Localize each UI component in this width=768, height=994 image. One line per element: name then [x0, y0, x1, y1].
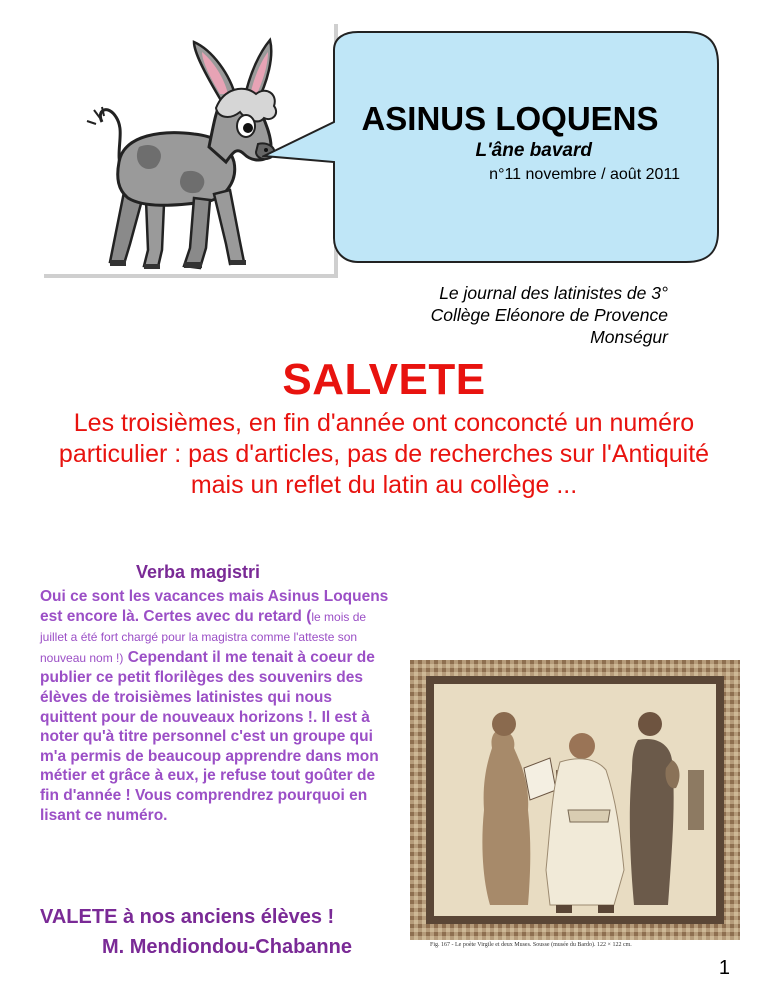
page-number: 1 [718, 957, 730, 979]
donkey-illustration [44, 22, 294, 272]
journal-info [300, 282, 668, 348]
journal-line-town: Monségur [590, 327, 668, 347]
salvete-heading: SALVETE [282, 355, 486, 404]
image-caption: Fig. 167 - Le poète Virgile et deux Muses. Sousse (musée du Bardo). 122 × 122 cm. [430, 942, 632, 948]
editorial-text [40, 587, 392, 825]
virgil-mosaic-image [410, 660, 740, 950]
journal-line-description: Le journal des latinistes de 3° [439, 283, 668, 303]
editorial-title: Verba magistri [136, 562, 261, 582]
journal-line-school: Collège Eléonore de Provence [430, 305, 668, 325]
editorial-aside: le mois de juillet a été fort chargé pour la magistra comme l'atteste son nouveau nom !) [40, 609, 367, 665]
masthead-subtitle: L'âne bavard [475, 140, 592, 161]
valete-closing: VALETE à nos anciens élèves ! [40, 906, 335, 928]
intro-paragraph: Les troisièmes, en fin d'année ont conconcté un numéro particulier : pas d'articles, pas de recherches sur l'Antiquité mais un reflet du latin au collège ... [58, 409, 710, 499]
masthead-title: ASINUS LOQUENS [361, 100, 659, 137]
signature: M. Mendiondou-Chabanne [102, 936, 352, 958]
editorial-part-2: Cependant il me tenait à coeur de publier ce petit florilèges des souvenirs des élèves de troisièmes latinistes qui nous quittent pour de nouveaux horizons !. Il est à noter qu'à titre personnel c'est un groupe qui m'a permis de beaucoup apprendre dans mon métier et grâce à eux, je refuse tout goûter de fin d'année ! Vous comprendrez pourquoi en lisant ce numéro. [40, 648, 379, 824]
issue-number: n°11 novembre / août 2011 [489, 166, 680, 183]
editorial-part-1: Oui ce sont les vacances mais Asinus Loquens est encore là. Certes avec du retard ( [40, 588, 389, 625]
